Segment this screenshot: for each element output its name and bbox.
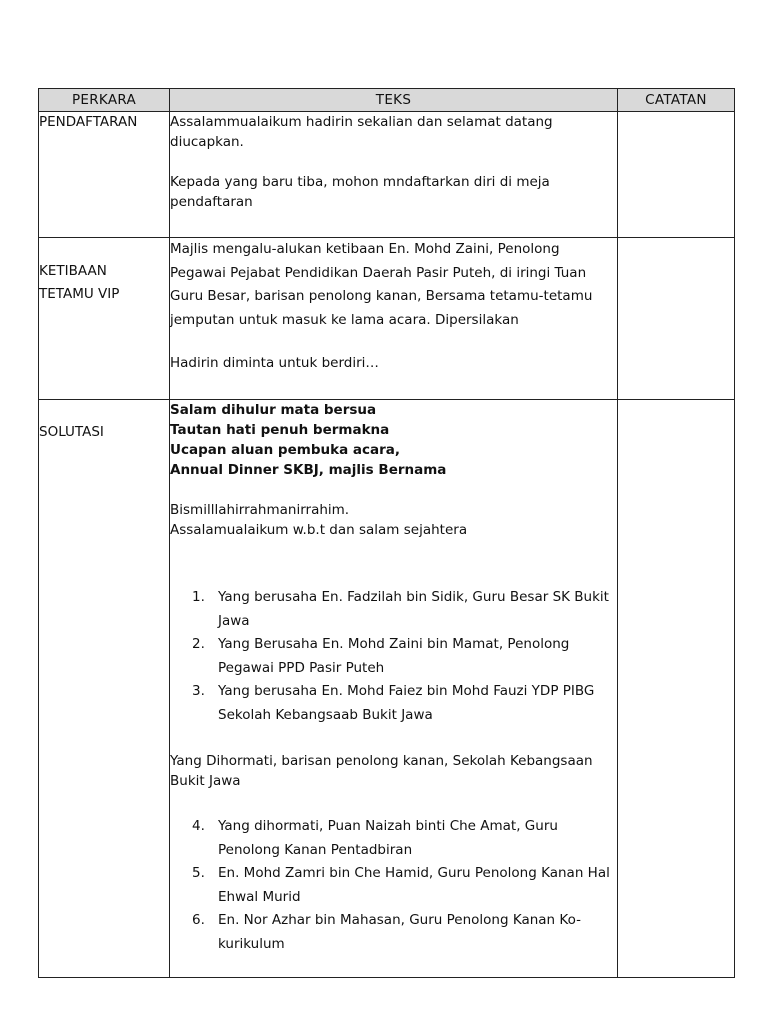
- pantun: [170, 400, 617, 480]
- table-row: [39, 238, 735, 400]
- teks-cell: [170, 238, 618, 400]
- list-item: 1. Yang berusaha En. Fadzilah bin Sidik, Guru Besar SK Bukit Jawa: [192, 589, 609, 629]
- list-item: 3. Yang berusaha En. Mohd Faiez bin Mohd Fauzi YDP PIBG Sekolah Kebangsaab Bukit Jawa: [192, 683, 595, 723]
- header-catatan: CATATAN: [618, 89, 735, 112]
- assistant-principals-list: [170, 815, 617, 956]
- perkara-line: TETAMU VIP: [39, 286, 120, 302]
- text-paragraph: Hadirin diminta untuk berdiri…: [170, 355, 379, 371]
- catatan-cell: [618, 400, 735, 978]
- greeting-line: Assalamualaikum w.b.t dan salam sejahtera: [170, 522, 468, 538]
- text-paragraph: Kepada yang baru tiba, mohon mndaftarkan diri di meja pendaftaran: [170, 174, 550, 210]
- text-paragraph: Yang Dihormati, barisan penolong kanan, Sekolah Kebangsaan Bukit Jawa: [170, 753, 593, 789]
- list-item: 5. En. Mohd Zamri bin Che Hamid, Guru Penolong Kanan Hal Ehwal Murid: [192, 865, 610, 905]
- greeting-line: Bismilllahirrahmanirrahim.: [170, 502, 350, 518]
- pantun-line: Tautan hati penuh bermakna: [170, 422, 390, 438]
- perkara-cell: SOLUTASI: [39, 400, 170, 978]
- text-paragraph: Assalammualaikum hadirin sekalian dan selamat datang diucapkan.: [170, 114, 553, 150]
- list-item: 2. Yang Berusaha En. Mohd Zaini bin Mamat, Penolong Pegawai PPD Pasir Puteh: [192, 636, 570, 676]
- pantun-line: Ucapan aluan pembuka acara,: [170, 442, 400, 458]
- text-paragraph: Majlis mengalu-alukan ketibaan En. Mohd Zaini, Penolong Pegawai Pejabat Pendidikan Daerah Pasir Puteh, di iringi Tuan Guru Besar, barisan penolong kanan, Bersama tetamu-tetamu jemputan untuk masuk ke lama acara. Dipersilakan: [170, 241, 593, 328]
- teks-cell: [170, 400, 618, 978]
- header-perkara: PERKARA: [39, 89, 170, 112]
- catatan-cell: [618, 238, 735, 400]
- table-row: [39, 112, 735, 238]
- honoured-guests-list: [170, 586, 617, 727]
- list-item: 6. En. Nor Azhar bin Mahasan, Guru Penolong Kanan Ko-kurikulum: [192, 912, 581, 952]
- list-item: 4. Yang dihormati, Puan Naizah binti Che Amat, Guru Penolong Kanan Pentadbiran: [192, 818, 558, 858]
- programme-table: [38, 88, 735, 978]
- table-row: [39, 400, 735, 978]
- pantun-line: Salam dihulur mata bersua: [170, 402, 377, 418]
- header-row: [39, 89, 735, 112]
- teks-cell: [170, 112, 618, 238]
- pantun-line: Annual Dinner SKBJ, majlis Bernama: [170, 462, 447, 478]
- perkara-line: KETIBAAN: [39, 263, 107, 279]
- perkara-cell: [39, 238, 170, 400]
- header-teks: TEKS: [170, 89, 618, 112]
- perkara-cell: PENDAFTARAN: [39, 112, 170, 238]
- catatan-cell: [618, 112, 735, 238]
